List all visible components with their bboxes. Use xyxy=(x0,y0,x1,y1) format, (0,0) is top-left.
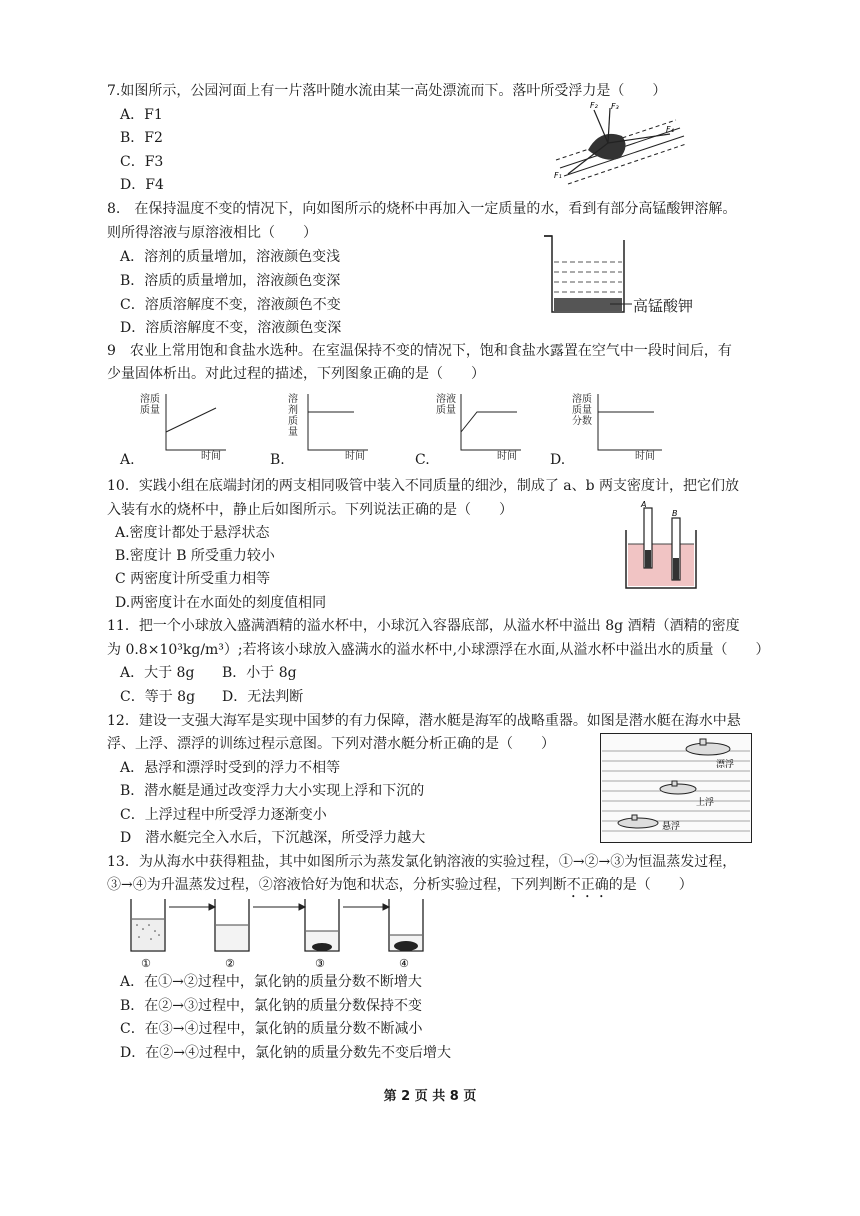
q9-chart-b-letter: B. xyxy=(270,452,285,468)
q7-option-c: C．F3 xyxy=(120,154,164,170)
q9-chart-a-axes xyxy=(166,394,226,450)
q8-potassium-permanganate-label: 高锰酸钾 xyxy=(633,297,694,315)
q9-chart-b-xlabel: 时间 xyxy=(345,451,365,462)
q7-leaf-figure xyxy=(550,98,690,188)
q9-chart-d-ylabel: 溶质质量分数 xyxy=(572,394,592,427)
q10-stem-line2: 入装有水的烧杯中，静止后如图所示。下列说法正确的是（ ） xyxy=(107,502,513,518)
q12-option-b: B．潜水艇是通过改变浮力大小实现上浮和下沉的 xyxy=(120,783,425,799)
q8-option-b: B．溶质的质量增加，溶液颜色变深 xyxy=(120,273,341,289)
q9-chart-a-ylabel: 溶质质量 xyxy=(140,394,160,416)
q7-option-d: D．F4 xyxy=(120,177,164,193)
q9-chart-a-line xyxy=(166,408,216,432)
q11-option-c: C．等于 8g xyxy=(120,689,196,705)
q7-f1-label: F₂ xyxy=(590,101,598,110)
q11-option-d: D．无法判断 xyxy=(222,689,304,705)
q13-label-2: ② xyxy=(225,957,235,970)
q8-stem-line1: 8. 在保持温度不变的情况下，向如图所示的烧杯中再加入一定质量的水，看到有部分高锰酸钾溶解。 xyxy=(107,201,737,217)
q13-option-a: A．在①→②过程中，氯化钠的质量分数不断增大 xyxy=(120,974,422,990)
q13-label-4: ④ xyxy=(399,957,409,970)
q11-stem-line2: 为 0.8×10³kg/m³）;若将该小球放入盛满水的溢水杯中,小球漂浮在水面,从溢水杯中溢出水的质量（ ） xyxy=(107,642,770,658)
q13-label-1: ① xyxy=(141,957,151,970)
q13-stem-line1: 13．为从海水中获得粗盐，其中如图所示为蒸发氯化钠溶液的实验过程，①→②→③为恒温蒸发过程， xyxy=(107,854,737,870)
q13-stem-line2-part3: 的是（ ） xyxy=(608,877,693,893)
q10-label-a: A xyxy=(641,500,647,509)
q8-option-a: A．溶剂的质量增加，溶液颜色变浅 xyxy=(120,249,341,265)
q9-chart-b-axes xyxy=(308,394,368,450)
q9-chart-d-xlabel: 时间 xyxy=(635,451,655,462)
page-footer: 第 2 页 共 8 页 xyxy=(383,1089,477,1104)
q9-stem-line1: 9 农业上常用饱和食盐水选种。在室温保持不变的情况下，饱和食盐水露置在空气中一段时间后，有 xyxy=(107,343,732,359)
q10-option-a: A.密度计都处于悬浮状态 xyxy=(115,525,270,541)
q8-option-c: C．溶质溶解度不变，溶液颜色不变 xyxy=(120,297,341,313)
q9-chart-d-letter: D. xyxy=(550,452,566,468)
q12-label-floating: 漂浮 xyxy=(716,760,735,770)
q9-chart-c-letter: C. xyxy=(415,452,430,468)
q9-chart-c-xlabel: 时间 xyxy=(497,451,517,462)
q13-label-3: ③ xyxy=(315,957,325,970)
q12-label-rising: 上浮 xyxy=(696,798,715,808)
q9-stem-line2: 少量固体析出。对此过程的描述，下列图象正确的是（ ） xyxy=(107,366,485,382)
q13-stem-line2-emphasis: 不正确 xyxy=(566,877,609,893)
q12-label-suspended: 悬浮 xyxy=(662,822,681,832)
q10-option-c: C 两密度计所受重力相等 xyxy=(115,571,271,587)
q13-option-d: D．在②→④过程中，氯化钠的质量分数先不变后增大 xyxy=(120,1045,451,1061)
q7-option-b: B．F2 xyxy=(120,130,163,146)
q12-submarine-figure xyxy=(600,733,752,843)
q10-option-d: D.两密度计在水面处的刻度值相同 xyxy=(115,595,327,611)
q10-hydrometer-figure xyxy=(622,500,702,592)
q8-option-d: D．溶质溶解度不变，溶液颜色变深 xyxy=(120,320,342,336)
q7-f1b-label: F₁ xyxy=(554,171,562,180)
q13-option-b: B．在②→③过程中，氯化钠的质量分数保持不变 xyxy=(120,998,423,1014)
q13-stem-line2-part1: ③→④为升温蒸发过程，②溶液恰好为饱和状态，分析实验过程，下列判断 xyxy=(107,877,567,893)
q10-stem-line1: 10．实践小组在底端封闭的两支相同吸管中装入不同质量的细沙，制成了 a、b 两支密度计，把它们放 xyxy=(107,478,740,494)
q9-chart-c-axes xyxy=(461,394,521,450)
q7-f4-label: F₄ xyxy=(666,125,674,134)
q11-option-a: A．大于 8g xyxy=(120,665,195,681)
q7-stem: 7.如图所示，公园河面上有一片落叶随水流由某一高处漂流而下。落叶所受浮力是（ ） xyxy=(107,83,667,99)
q9-chart-c-ylabel: 溶液质量 xyxy=(436,394,456,416)
q9-chart-a-xlabel: 时间 xyxy=(201,451,221,462)
q12-option-a: A．悬浮和漂浮时受到的浮力不相等 xyxy=(120,760,341,776)
q7-f3-label: F₃ xyxy=(611,102,619,111)
q12-option-c: C．上浮过程中所受浮力逐渐变小 xyxy=(120,807,327,823)
q9-chart-b-ylabel: 溶剂质量 xyxy=(288,394,298,438)
q9-chart-a-letter: A. xyxy=(120,452,135,468)
q12-option-d: D 潜水艇完全入水后，下沉越深，所受浮力越大 xyxy=(120,830,426,846)
q13-option-c: C．在③→④过程中，氯化钠的质量分数不断减小 xyxy=(120,1021,423,1037)
q10-option-b: B.密度计 B 所受重力较小 xyxy=(115,548,275,564)
q11-option-b: B．小于 8g xyxy=(222,665,297,681)
q10-label-b: B xyxy=(672,509,678,518)
q13-evaporation-figure xyxy=(125,895,445,973)
q7-option-a: A．F1 xyxy=(120,107,163,123)
q11-stem-line1: 11．把一个小球放入盛满酒精的溢水杯中，小球沉入容器底部，从溢水杯中溢出 8g 酒精（酒精的密度 xyxy=(107,618,740,634)
q9-chart-c-line xyxy=(461,412,517,432)
q8-stem-line2: 则所得溶液与原溶液相比（ ） xyxy=(107,225,317,241)
q9-chart-d-axes xyxy=(598,394,662,450)
q12-stem-line2: 浮、上浮、漂浮的训练过程示意图。下列对潜水艇分析正确的是（ ） xyxy=(107,736,555,752)
q12-stem-line1: 12．建设一支强大海军是实现中国梦的有力保障，潜水艇是海军的战略重器。如图是潜水艇在海水中悬 xyxy=(107,713,741,729)
